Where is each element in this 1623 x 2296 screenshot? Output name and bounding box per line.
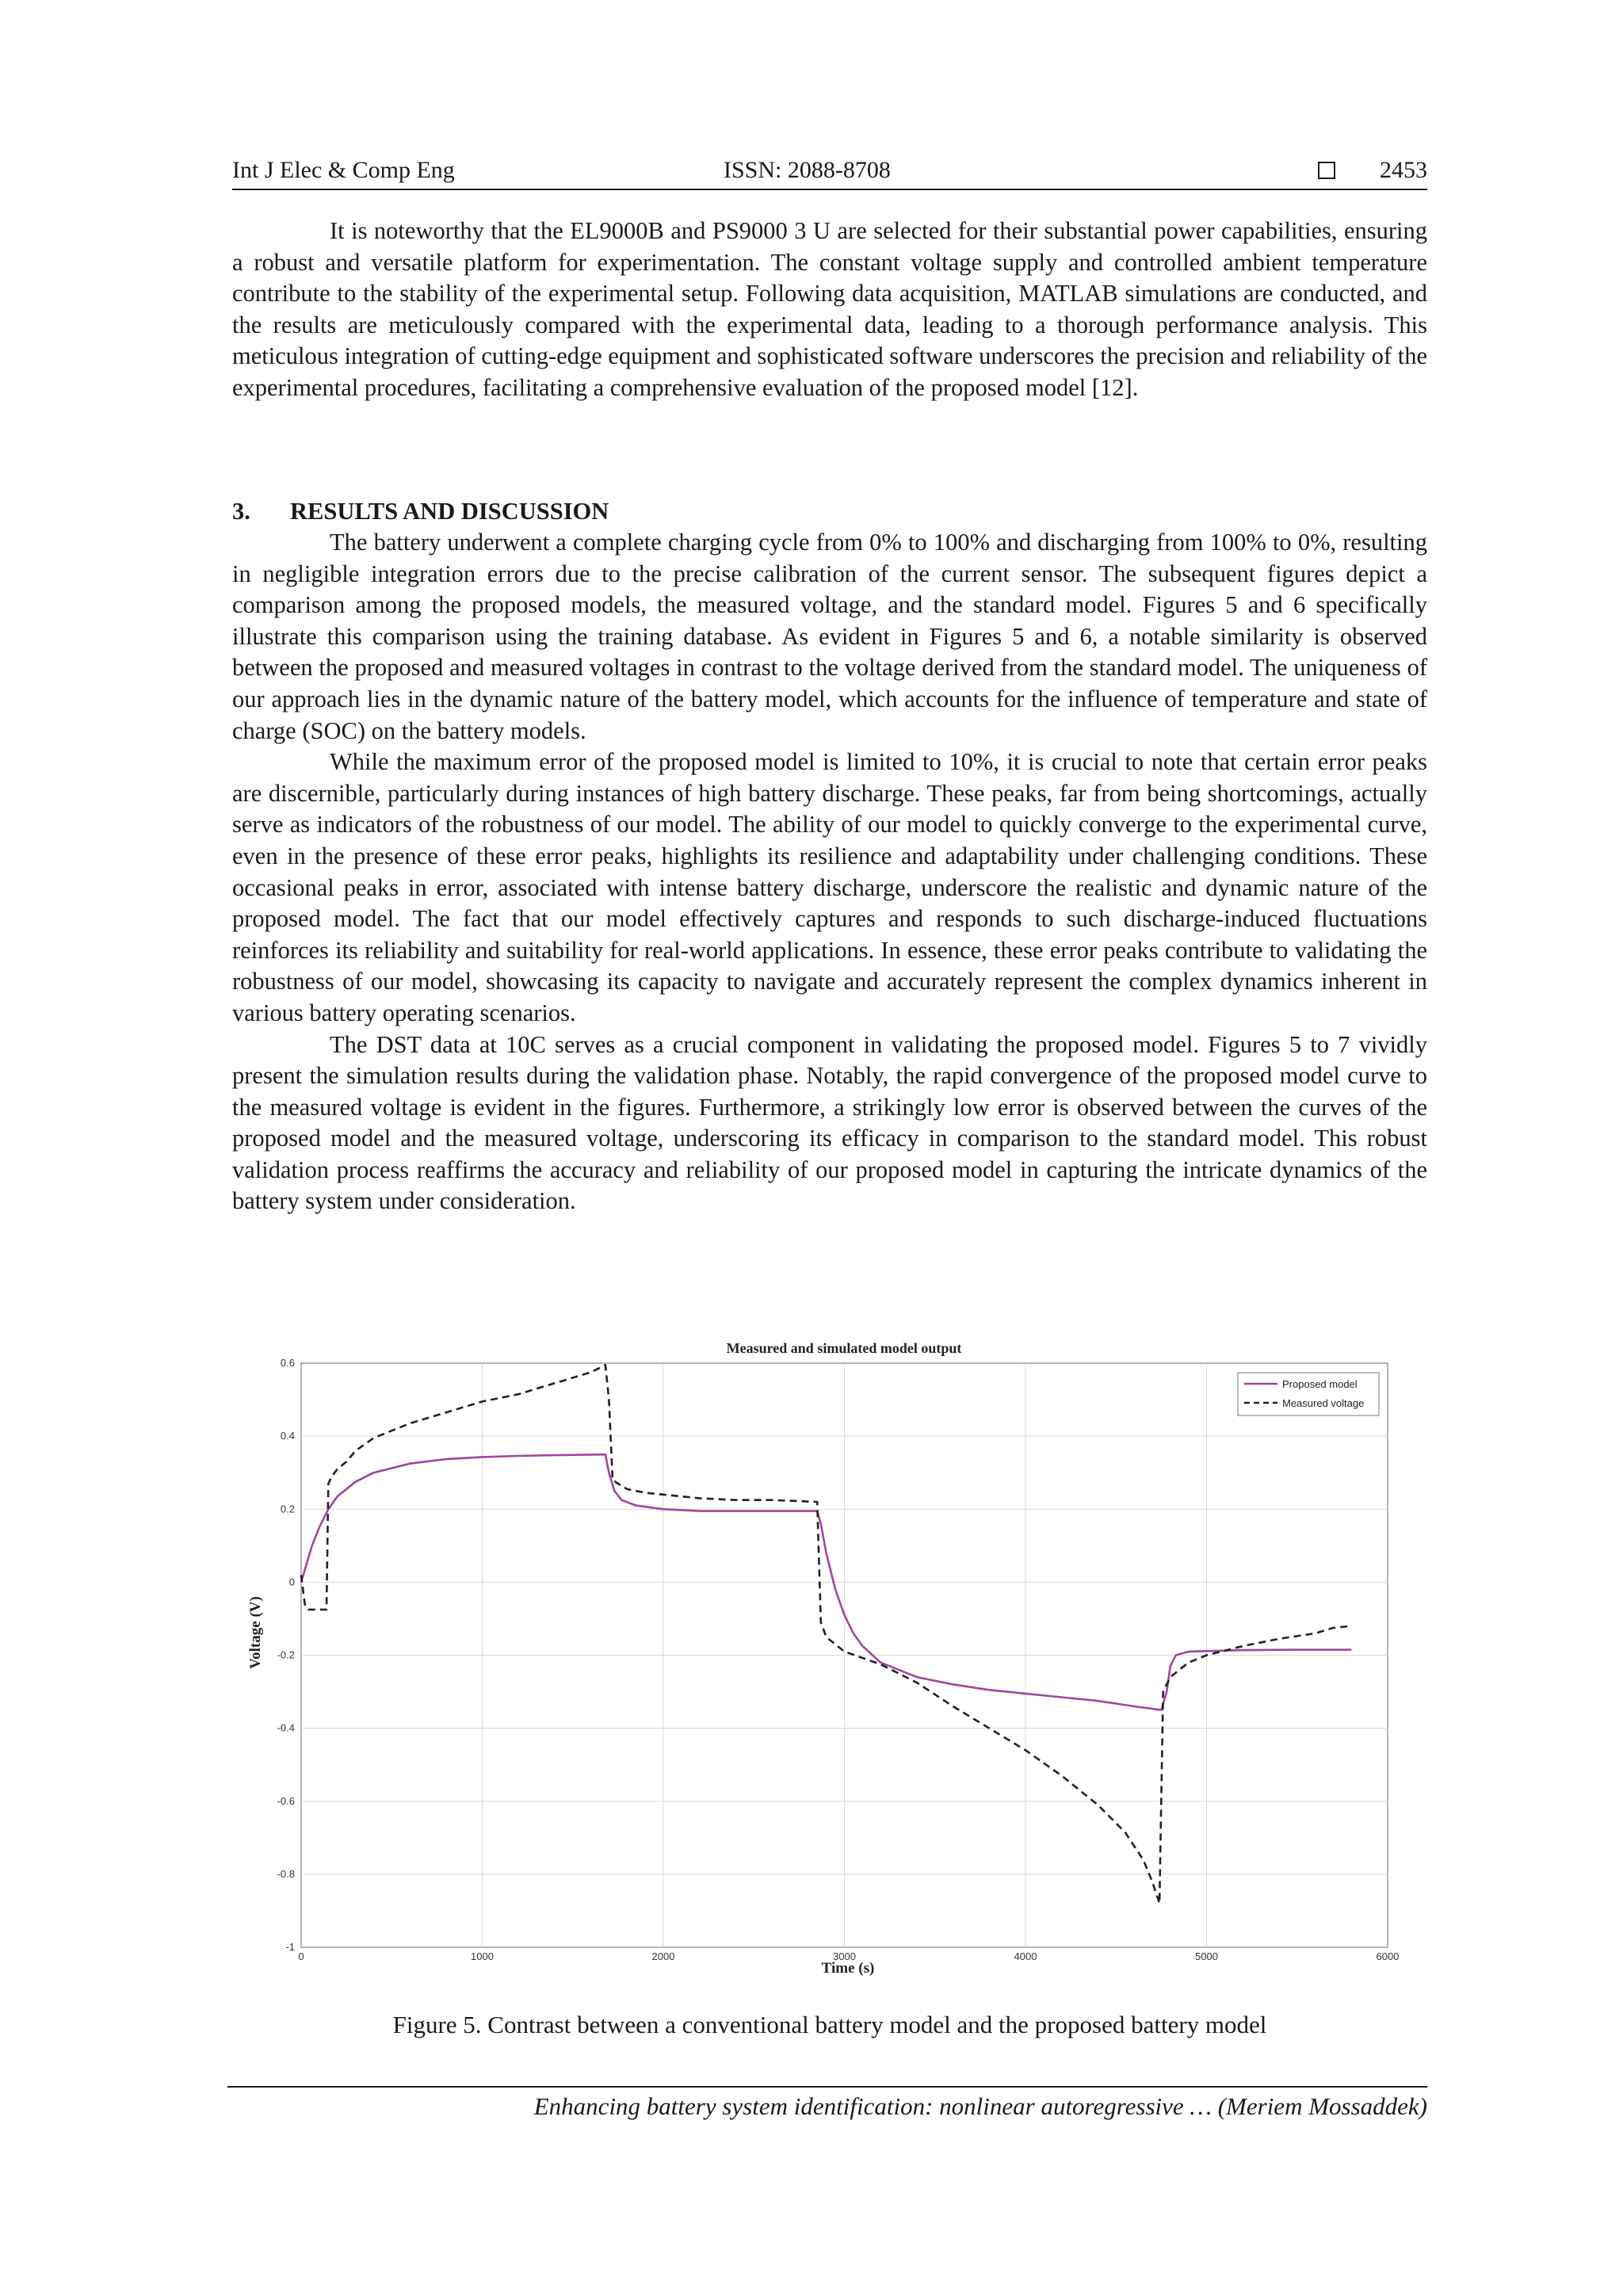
- section-heading: [232, 498, 609, 525]
- x-tick-label: 0: [298, 1950, 304, 1962]
- paragraph: While the maximum error of the proposed model is limited to 10%, it is crucial to note that certain error peaks are discernible, particularly during instances of high battery discharge. These peaks, far from being shortcomings, actually serve as indicators of the robustness of our model. The ability of our model to quickly converge to the experimental curve, even in the presence of these error peaks, highlights its resilience and adaptability under challenging conditions. These occasional peaks in error, associated with intense battery discharge, underscore the realistic and dynamic nature of the proposed model. The fact that our model effectively captures and responds to such discharge-induced fluctuations reinforces its reliability and suitability for real-world applications. In essence, these error peaks contribute to validating the robustness of our model, showcasing its capacity to navigate and accurately represent the complex dynamics inherent in various battery operating scenarios.: [232, 748, 1427, 1026]
- chart-title: Measured and simulated model output: [726, 1340, 962, 1356]
- figure-5: [238, 1331, 1411, 1989]
- running-footer: Enhancing battery system identification: nonlinear autoregressive … (Meriem Mossaddek): [533, 2092, 1427, 2120]
- y-tick-label: 0: [288, 1576, 295, 1588]
- section-number: 3.: [232, 498, 250, 525]
- y-tick-label: -0.4: [277, 1721, 295, 1734]
- results-text-block: [232, 527, 1427, 1217]
- page-number: 2453: [1380, 157, 1427, 183]
- y-tick-label: -0.2: [277, 1648, 295, 1661]
- intro-text-block: [232, 216, 1427, 404]
- legend: [1238, 1373, 1379, 1415]
- x-tick-label: 1000: [471, 1950, 494, 1962]
- y-axis-label: Voltage (V): [247, 1596, 264, 1669]
- paragraph: The DST data at 10C serves as a crucial component in validating the proposed model. Figures 5 to 7 vividly present the simulation results during the validation phase. Notably, the rapid convergence of the proposed model curve to the measured voltage is evident in the figures. Furthermore, a strikingly low error is observed between the curves of the proposed model and the measured voltage, underscoring its efficacy in comparison to the standard model. This robust validation process reaffirms the accuracy and reliability of our proposed model in capturing the intricate dynamics of the battery system under consideration.: [232, 1030, 1427, 1215]
- figure-caption: Figure 5. Contrast between a conventional battery model and the proposed battery model: [392, 2011, 1267, 2038]
- y-tick-label: 0.2: [280, 1503, 295, 1515]
- section-title: RESULTS AND DISCUSSION: [290, 498, 609, 525]
- footer-rule: [227, 2086, 1427, 2088]
- y-tick-label: -0.6: [277, 1794, 295, 1807]
- header-rule: [232, 189, 1427, 190]
- x-tick-label: 2000: [651, 1950, 675, 1962]
- y-tick-label: 0.4: [280, 1430, 295, 1442]
- journal-name: Int J Elec & Comp Eng: [232, 157, 455, 183]
- y-tick-label: -1: [285, 1941, 295, 1953]
- issn: ISSN: 2088-8708: [724, 157, 891, 183]
- square-icon: [1318, 162, 1335, 179]
- y-tick-label: -0.8: [277, 1867, 295, 1880]
- running-header: [232, 157, 1427, 189]
- legend-label-measured: Measured voltage: [1282, 1397, 1365, 1409]
- line-chart: [238, 1331, 1411, 1989]
- x-axis-label: Time (s): [821, 1960, 875, 1977]
- x-tick-label: 3000: [833, 1950, 856, 1962]
- x-tick-label: 5000: [1195, 1950, 1218, 1962]
- x-tick-label: 4000: [1014, 1950, 1037, 1962]
- y-tick-label: 0.6: [280, 1357, 295, 1369]
- paragraph: The battery underwent a complete charging cycle from 0% to 100% and discharging from 100% to 0%, resulting in negligible integration errors due to the precise calibration of the current sensor. The subsequent figures depict a comparison among the proposed models, the measured voltage, and the standard model. Figures 5 and 6 specifically illustrate this comparison using the training database. As evident in Figures 5 and 6, a notable similarity is observed between the proposed and measured voltages in contrast to the voltage derived from the standard model. The uniqueness of our approach lies in the dynamic nature of the battery model, which accounts for the influence of temperature and state of charge (SOC) on the battery models.: [232, 529, 1427, 744]
- x-tick-label: 6000: [1376, 1950, 1400, 1962]
- legend-label-proposed: Proposed model: [1282, 1378, 1358, 1390]
- paragraph: It is noteworthy that the EL9000B and PS9000 3 U are selected for their substantial power capabilities, ensuring a robust and versatile platform for experimentation. The constant voltage supply and controlled ambient temperature contribute to the stability of the experimental setup. Following data acquisition, MATLAB simulations are conducted, and the results are meticulously compared with the experimental data, leading to a thorough performance analysis. This meticulous integration of cutting-edge equipment and sophisticated software underscores the precision and reliability of the experimental procedures, facilitating a comprehensive evaluation of the proposed model [12].: [232, 217, 1427, 401]
